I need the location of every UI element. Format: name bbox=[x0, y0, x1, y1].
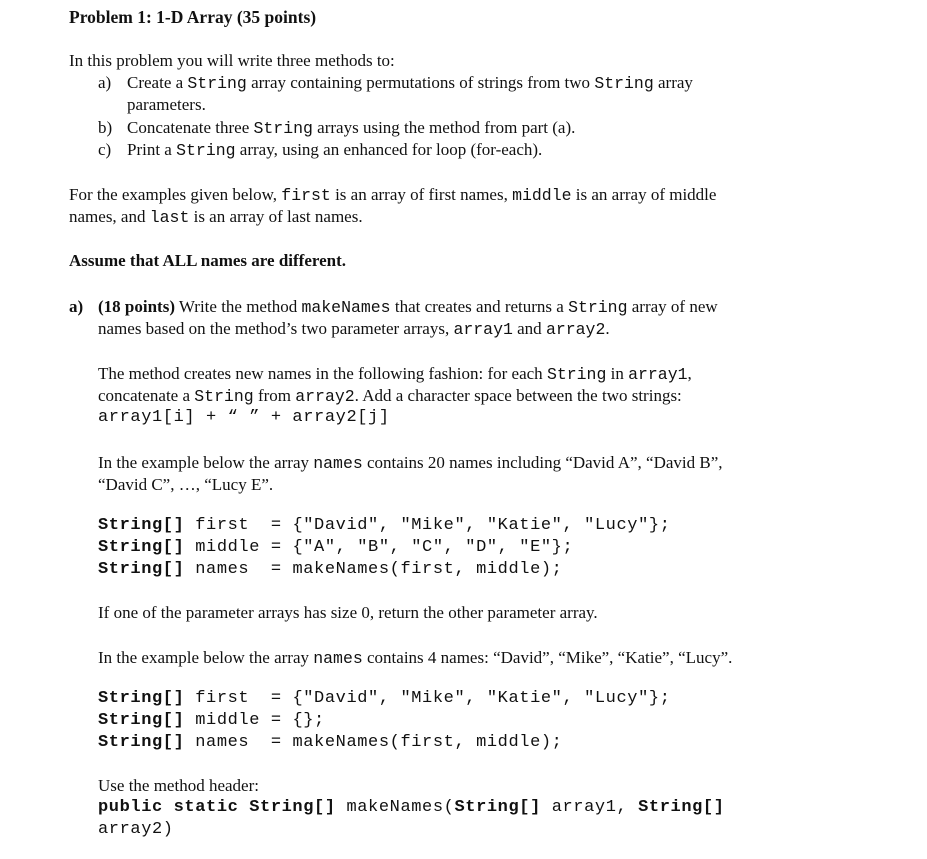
code-line: String[] middle = {"A", "B", "C", "D", "E"}; bbox=[98, 538, 574, 557]
part-a-p3-line1: In the example below the array names contains 20 names including “David A”, “David B”, bbox=[98, 453, 723, 473]
list-marker-a: a) bbox=[98, 73, 112, 92]
examples-note-line1: For the examples given below, first is an array of first names, middle is an array of middle bbox=[69, 185, 717, 205]
concat-expression: array1[i] + “ ” + array2[j] bbox=[98, 408, 390, 427]
intro-lead: In this problem you will write three methods to: bbox=[69, 51, 395, 70]
part-a-p2-line2: concatenate a String from array2. Add a character space between the two strings: bbox=[98, 386, 682, 406]
intro-item-a: Create a String array containing permutations of strings from two String array bbox=[127, 73, 693, 93]
examples-note-line2: names, and last is an array of last names. bbox=[69, 207, 363, 227]
part-a-p4: If one of the parameter arrays has size 0, return the other parameter array. bbox=[98, 603, 598, 622]
method-header-line2: array2) bbox=[98, 820, 174, 839]
part-a-p5: In the example below the array names contains 4 names: “David”, “Mike”, “Katie”, “Lucy”. bbox=[98, 648, 733, 668]
code-line: String[] middle = {}; bbox=[98, 711, 325, 730]
code-line: String[] names = makeNames(first, middle); bbox=[98, 733, 563, 752]
intro-item-b: Concatenate three String arrays using the method from part (a). bbox=[127, 118, 576, 138]
list-marker-c: c) bbox=[98, 140, 112, 159]
intro-item-c: Print a String array, using an enhanced for loop (for-each). bbox=[127, 140, 543, 160]
code-line: String[] names = makeNames(first, middle); bbox=[98, 560, 563, 579]
part-a-line1: (18 points) Write the method makeNames that creates and returns a String array of new bbox=[98, 297, 718, 317]
part-a-p3-line2: “David C”, …, “Lucy E”. bbox=[98, 475, 274, 494]
part-a-marker: a) bbox=[69, 297, 84, 316]
code-line: String[] first = {"David", "Mike", "Katie", "Lucy"}; bbox=[98, 689, 671, 708]
problem-title: Problem 1: 1-D Array (35 points) bbox=[69, 7, 317, 27]
part-a-p2-line1: The method creates new names in the following fashion: for each String in array1, bbox=[98, 364, 692, 384]
method-header-line1: public static String[] makeNames(String[] array1, String[] bbox=[98, 798, 725, 817]
intro-item-a-line2: parameters. bbox=[127, 95, 206, 114]
method-header-label: Use the method header: bbox=[98, 776, 259, 795]
part-a-line2: names based on the method’s two parameter arrays, array1 and array2. bbox=[98, 319, 610, 339]
assumption-note: Assume that ALL names are different. bbox=[69, 251, 347, 270]
code-line: String[] first = {"David", "Mike", "Katie", "Lucy"}; bbox=[98, 516, 671, 535]
list-marker-b: b) bbox=[98, 118, 113, 137]
